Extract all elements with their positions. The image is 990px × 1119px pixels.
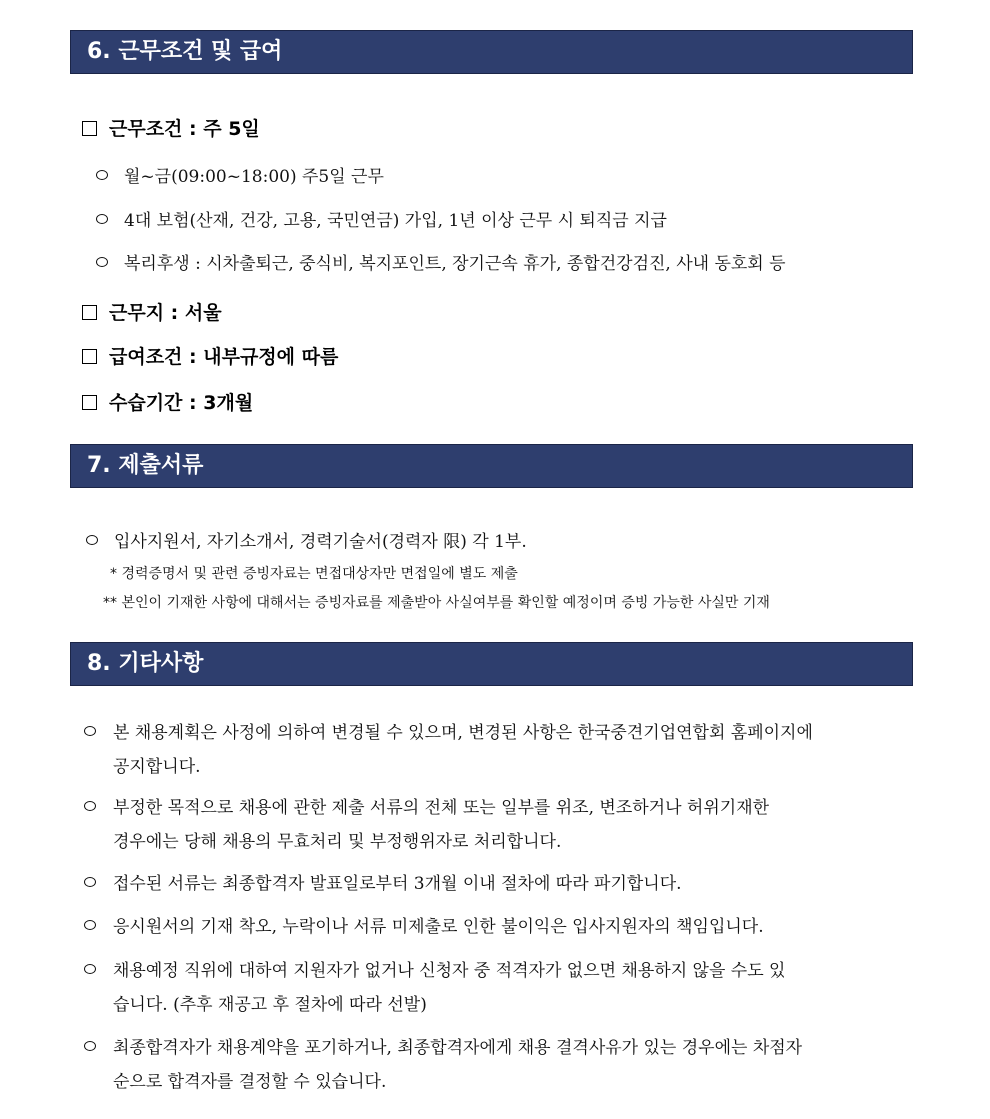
section-6-title: 6. 근무조건 및 급여	[87, 39, 283, 64]
notice-item-1: 본 채용계획은 사정에 의하여 변경될 수 있으며, 변경된 사항은 한국중견기업연합회 홈페이지에 공지합니다.	[84, 716, 920, 784]
benefits-item: 복리후생 : 시차출퇴근, 중식비, 복지포인트, 장기근속 휴가, 종합건강검진, 사내 동호회 등	[96, 249, 786, 274]
circle-bullet-icon	[84, 726, 96, 736]
checkbox-square-icon	[82, 349, 97, 364]
notice-item-5: 채용예정 직위에 대하여 지원자가 없거나 신청자 중 적격자가 없으면 채용하지 않을 수도 있 습니다. (추후 재공고 후 절차에 따라 선발)	[84, 954, 920, 1022]
notice-item-3: 접수된 서류는 최종합격자 발표일로부터 3개월 이내 절차에 따라 파기합니다.	[84, 867, 920, 901]
notice-item-4: 응시원서의 기재 착오, 누락이나 서류 미제출로 인한 불이익은 입사지원자의 책임입니다.	[84, 910, 920, 944]
section-7-header	[70, 444, 913, 488]
work-hours-item: 월~금(09:00~18:00) 주5일 근무	[96, 162, 384, 187]
circle-bullet-icon	[86, 535, 98, 545]
circle-bullet-icon	[84, 1041, 96, 1051]
notice-item-6: 최종합격자가 채용계약을 포기하거나, 최종합격자에게 채용 결격사유가 있는 경우에는 차점자 순으로 합격자를 결정할 수 있습니다.	[84, 1031, 920, 1099]
section-7-title: 7. 제출서류	[87, 453, 204, 478]
circle-bullet-icon	[84, 964, 96, 974]
note-verification: ** 본인이 기재한 사항에 대해서는 증빙자료를 제출받아 사실여부를 확인할 예정이며 증빙 가능한 사실만 기재	[103, 595, 770, 611]
notice-item-2: 부정한 목적으로 채용에 관한 제출 서류의 전체 또는 일부를 위조, 변조하거나 허위기재한 경우에는 당해 채용의 무효처리 및 부정행위자로 처리합니다.	[84, 791, 920, 859]
circle-bullet-icon	[84, 877, 96, 887]
circle-bullet-icon	[96, 214, 108, 224]
checkbox-square-icon	[82, 121, 97, 136]
circle-bullet-icon	[96, 257, 108, 267]
section-6-header	[70, 30, 913, 74]
probation-heading: 수습기간 : 3개월	[82, 388, 253, 415]
section-8-title: 8. 기타사항	[87, 651, 204, 676]
note-career-proof: * 경력증명서 및 관련 증빙자료는 면접대상자만 면접일에 별도 제출	[110, 566, 518, 582]
checkbox-square-icon	[82, 395, 97, 410]
section-8-header	[70, 642, 913, 686]
insurance-item: 4대 보험(산재, 건강, 고용, 국민연금) 가입, 1년 이상 근무 시 퇴직금 지급	[96, 206, 667, 231]
circle-bullet-icon	[96, 170, 108, 180]
circle-bullet-icon	[84, 801, 96, 811]
checkbox-square-icon	[82, 305, 97, 320]
circle-bullet-icon	[84, 920, 96, 930]
documents-item: 입사지원서, 자기소개서, 경력기술서(경력자 限) 각 1부.	[86, 527, 527, 552]
work-conditions-heading: 근무조건 : 주 5일	[82, 114, 260, 141]
work-location-heading: 근무지 : 서울	[82, 298, 222, 325]
salary-heading: 급여조건 : 내부규정에 따름	[82, 342, 338, 369]
